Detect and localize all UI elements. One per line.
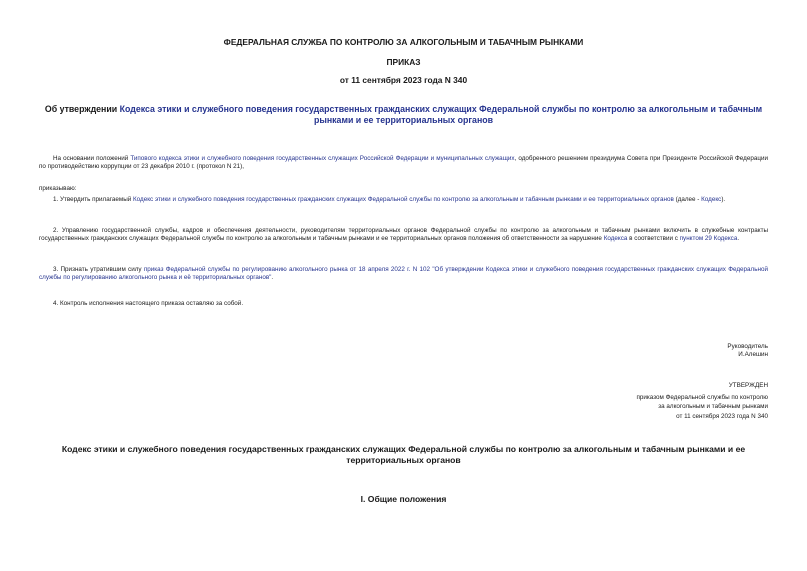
order-title [40, 104, 767, 126]
approval-line-2: за алкогольным и табачным рынками [658, 403, 768, 410]
code-link-2[interactable]: Кодекса [603, 235, 628, 242]
code-link[interactable]: Кодекс этики и служебного поведения государственных гражданских служащих Федеральной службы по контролю за алкогольным и табачным рынками и ее территориальных органов [133, 196, 674, 203]
preamble-text-start: На основании положений [53, 155, 131, 162]
order-title-prefix: Об утверждении [44, 104, 120, 114]
item-2-mid: в соответствии с [627, 235, 680, 242]
signature-name: И.Алешин [738, 351, 768, 358]
code-title: Кодекс этики и служебного поведения государственных гражданских служащих Федеральной службы по контролю за алкогольным и табачным рынками и ее территориальных органов [61, 444, 746, 465]
item-1-start: 1. Утвердить прилагаемый [53, 196, 134, 203]
item-3-end: . [271, 274, 274, 281]
preamble-paragraph [39, 155, 768, 171]
item-3-start: 3. Признать утратившим силу [53, 266, 144, 273]
preamble-text-end: , одобренного решением президиума Совета при Президенте Российской Федерации по противодействию коррупции от 23 декабря 2010 г. (протокол N 21), [39, 155, 768, 170]
approval-heading: УТВЕРЖДЕН [728, 382, 768, 389]
doc-type-heading: ПРИКАЗ [386, 57, 421, 67]
agency-heading: ФЕДЕРАЛЬНАЯ СЛУЖБА ПО КОНТРОЛЮ ЗА АЛКОГОЛЬНЫМ И ТАБАЧНЫМ РЫНКАМИ [223, 37, 584, 47]
item-2-paragraph [39, 227, 768, 243]
order-word: приказываю: [39, 185, 77, 192]
approval-line-3: от 11 сентября 2023 года N 340 [676, 413, 768, 420]
order-date-number: от 11 сентября 2023 года N 340 [339, 75, 468, 85]
approval-line-1: приказом Федеральной службы по контролю [636, 394, 768, 401]
repealed-order-link[interactable]: приказ Федеральной службы по регулированию алкогольного рынка от 18 апреля 2022 г. N 102 "Об утверждении Кодекса этики и служебного поведения государственных гражданских служащих Федеральной службы по регулированию алкогольного рынка и её территориальных органов" [39, 266, 768, 281]
section-title: I. Общие положения [360, 494, 447, 504]
model-code-link[interactable]: Типового кодекса этики и служебного поведения государственных служащих Российской Федерации и муниципальных служащих [130, 155, 515, 162]
item-2-start: 2. Управлению государственной службы, кадров и обеспечения деятельности, руководителям территориальных органов Федеральной службы по контролю за алкогольным и табачным рынками включить в служебные контракты государственных гражданских служащих Федеральной службы по контролю за алкогольным и табачным рынками и ее территориальных органов положения об ответственности за нарушение [39, 227, 768, 242]
signature-role: Руководитель [727, 343, 768, 350]
item-1-end: ). [721, 196, 726, 203]
item-1-paragraph [39, 196, 768, 204]
code-short-link[interactable]: Кодекс [701, 196, 722, 203]
clause-29-link[interactable]: пунктом 29 Кодекса [679, 235, 738, 242]
order-title-link[interactable]: Кодекса этики и служебного поведения государственных гражданских служащих Федеральной службы по контролю за алкогольным и табачным рынками и ее территориальных органов [119, 104, 763, 125]
item-4-paragraph: 4. Контроль исполнения настоящего приказа оставляю за собой. [53, 300, 244, 307]
item-1-mid: (далее - [673, 196, 702, 203]
item-3-paragraph [39, 266, 768, 282]
item-2-end: . [737, 235, 740, 242]
